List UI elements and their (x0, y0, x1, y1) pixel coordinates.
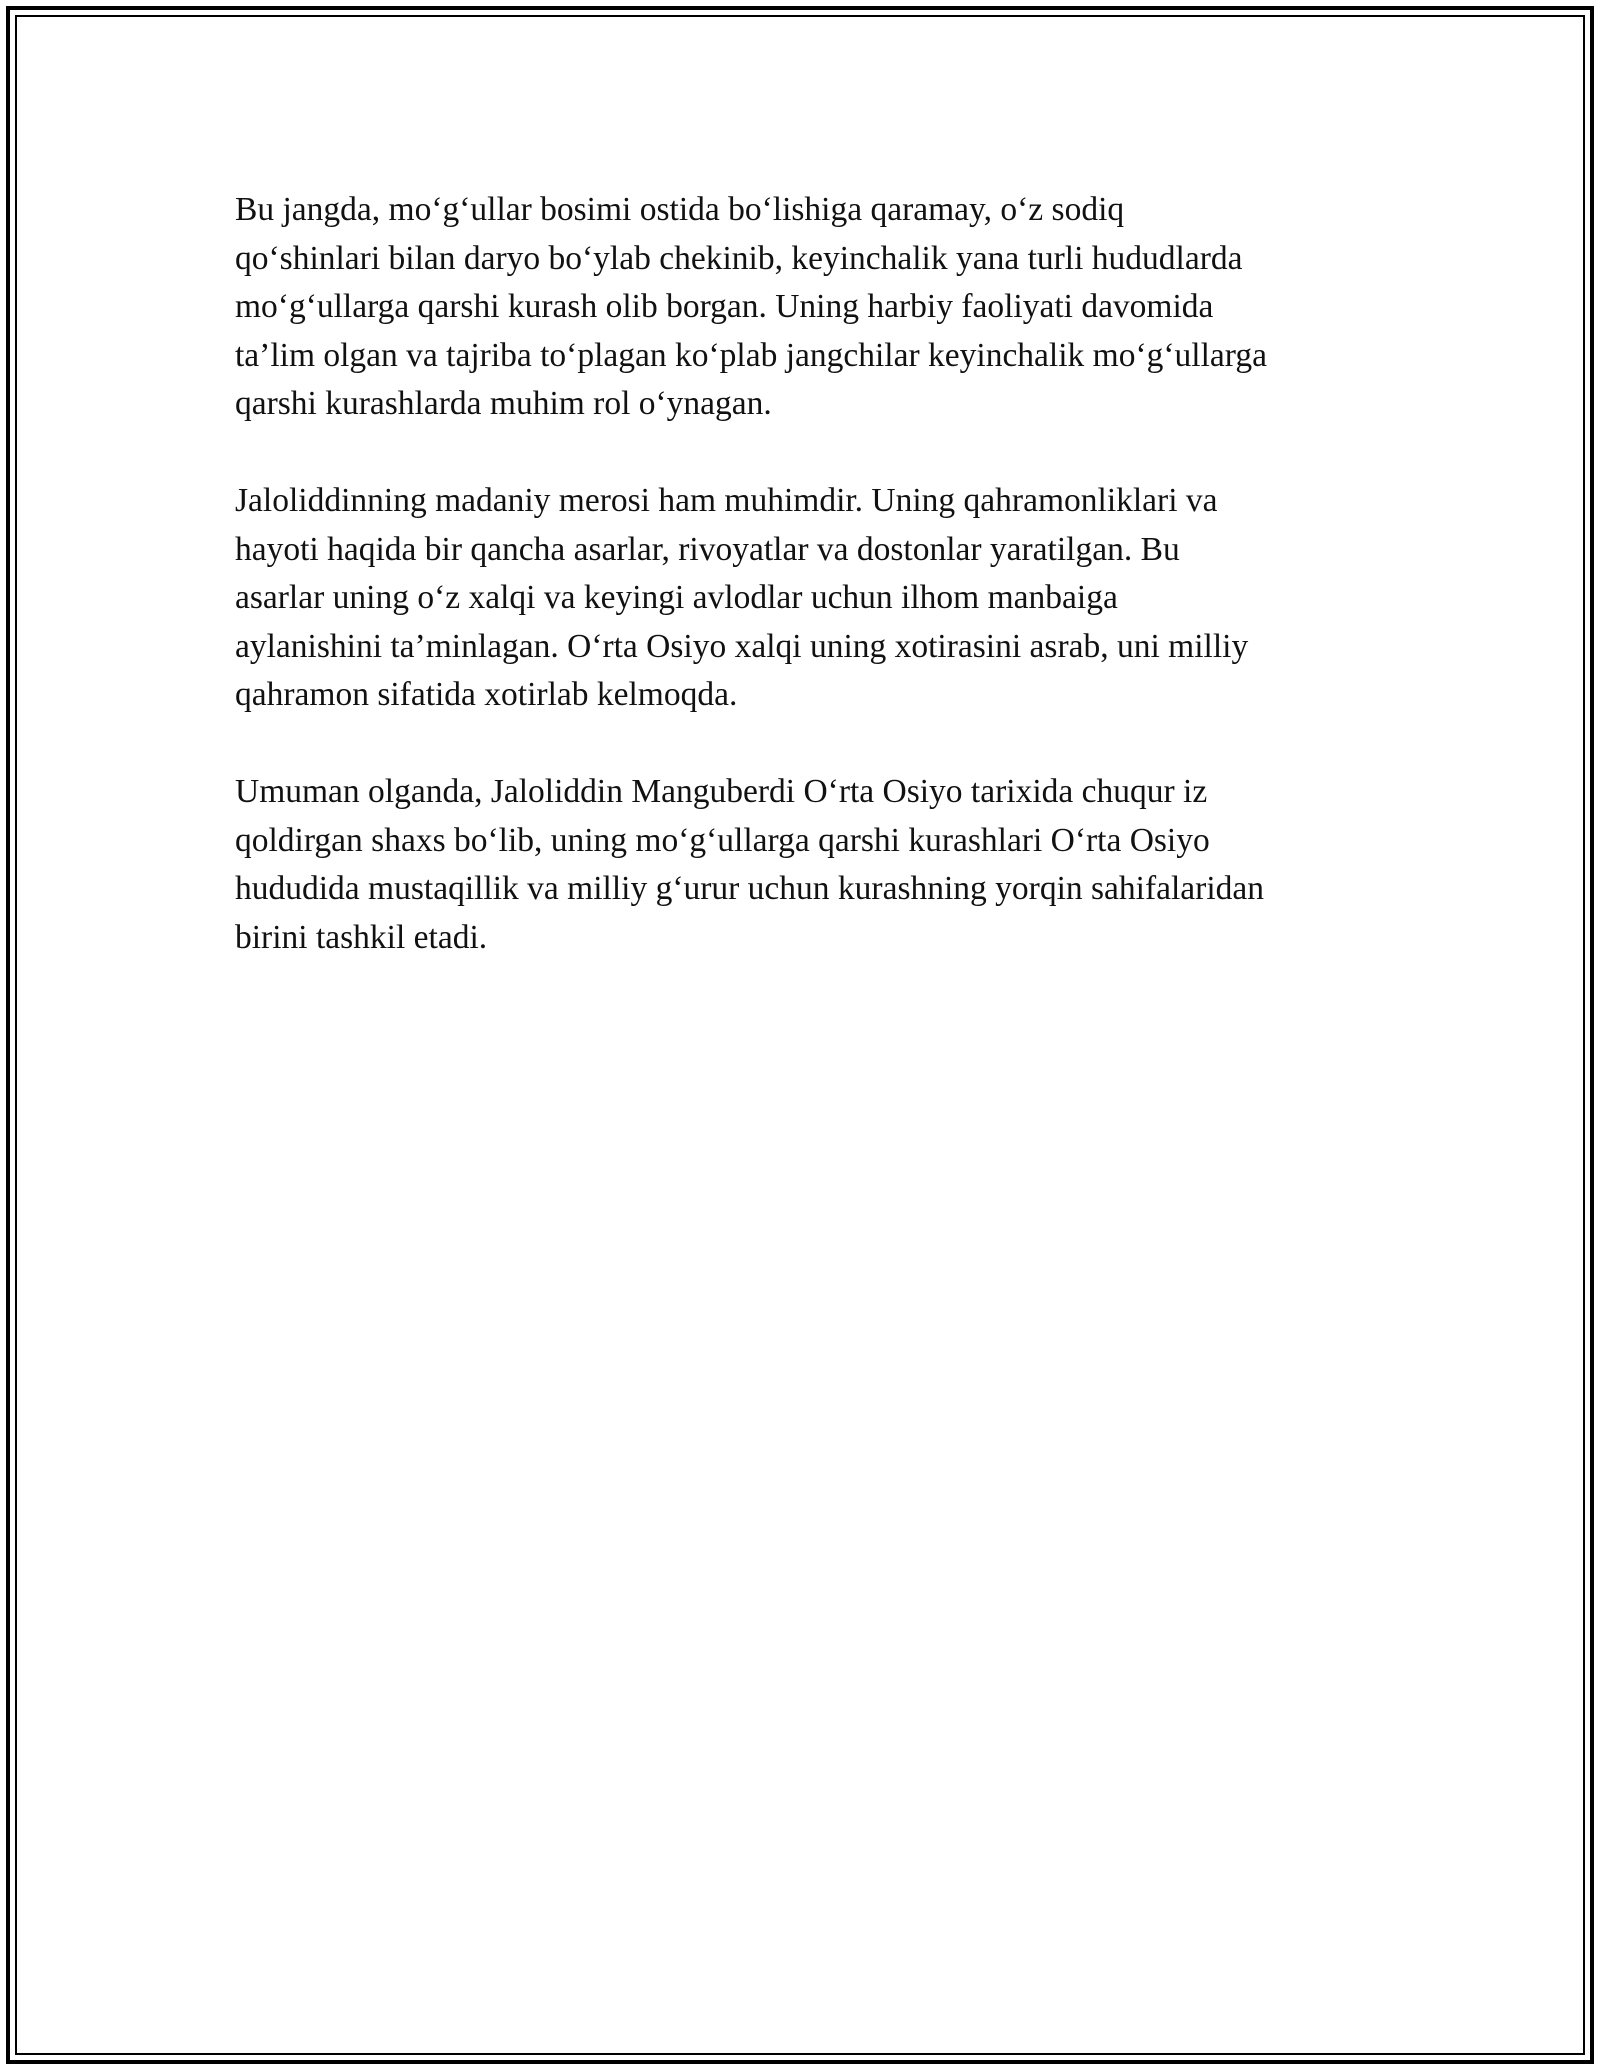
text-line: birini tashkil etadi. (235, 918, 488, 956)
text-line: hududida mustaqillik va milliy g‘urur uchun kurashning yorqin sahifalaridan (235, 870, 1264, 907)
text-line: hayoti haqida bir qancha asarlar, rivoyatlar va dostonlar yaratilgan. Bu (235, 530, 1180, 568)
text-line: qo‘shinlari bilan daryo bo‘ylab chekinib, keyinchalik yana turli hududlarda (235, 239, 1243, 277)
text-line: qahramon sifatida xotirlab kelmoqda. (235, 676, 738, 713)
document-body (235, 186, 1385, 1011)
text-line: Jaloliddinning madaniy merosi ham muhimdir. Uning qahramonliklari va (235, 482, 1218, 519)
paragraph-1 (235, 186, 1385, 429)
text-line: mo‘g‘ullarga qarshi kurash olib borgan. Uning harbiy faoliyati davomida (235, 288, 1214, 325)
text-line: asarlar uning o‘z xalqi va keyingi avlodlar uchun ilhom manbaiga (235, 579, 1118, 616)
paragraph-3 (235, 768, 1385, 962)
text-line: qarshi kurashlarda muhim rol o‘ynagan. (235, 385, 772, 422)
text-line: aylanishini ta’minlagan. O‘rta Osiyo xalqi uning xotirasini asrab, uni milliy (235, 627, 1249, 665)
text-line: qoldirgan shaxs bo‘lib, uning mo‘g‘ullarga qarshi kurashlari O‘rta Osiyo (235, 821, 1210, 859)
paragraph-2 (235, 477, 1385, 720)
text-line: Umuman olganda, Jaloliddin Manguberdi O‘rta Osiyo tarixida chuqur iz (235, 773, 1208, 810)
text-line: Bu jangda, mo‘g‘ullar bosimi ostida bo‘lishiga qaramay, o‘z sodiq (235, 191, 1125, 228)
text-line: ta’lim olgan va tajriba to‘plagan ko‘plab jangchilar keyinchalik mo‘g‘ullarga (235, 336, 1267, 374)
